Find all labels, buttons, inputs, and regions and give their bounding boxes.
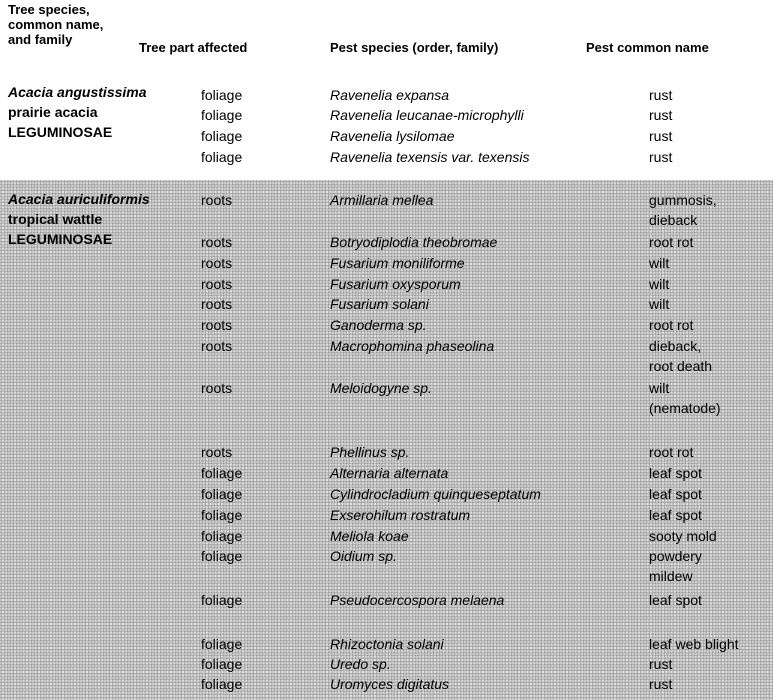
pest-common-name: rust xyxy=(649,656,673,672)
pest-species: Meloidogyne sp. xyxy=(330,380,432,396)
pest-species: Uromyces digitatus xyxy=(330,676,450,692)
pest-common-name: leaf spot xyxy=(649,486,702,502)
tree-name-block xyxy=(8,189,150,249)
pest-common-name: wilt xyxy=(649,296,670,312)
pest-species: Armillaria mellea xyxy=(330,192,434,208)
pest-species: Phellinus sp. xyxy=(330,444,410,460)
pest-common-name: rust xyxy=(649,128,673,144)
pest-species: Meliola koae xyxy=(330,528,409,544)
pest-species: Botryodiplodia theobromae xyxy=(330,234,498,250)
pest-common-name: rust xyxy=(649,107,673,123)
tree-part: roots xyxy=(201,380,233,396)
header-pest-common-name: Pest common name xyxy=(586,40,709,55)
pest-common-name: gummosis, dieback xyxy=(649,192,717,228)
header-tree-species: Tree species, common name, and family xyxy=(8,2,104,47)
pest-common-name: wilt (nematode) xyxy=(649,380,721,416)
tree-group-acacia-auriculiformis xyxy=(0,180,773,700)
pest-common-name: wilt xyxy=(649,255,670,271)
pest-species: Pseudocercospora melaena xyxy=(330,592,505,608)
pest-species: Ravenelia lysilomae xyxy=(330,128,455,144)
header-tree-part: Tree part affected xyxy=(139,40,248,55)
tree-common-name: tropical wattle xyxy=(8,211,103,227)
tree-part: foliage xyxy=(201,107,243,123)
pest-species: Oidium sp. xyxy=(330,548,397,564)
pest-common-name: leaf spot xyxy=(649,465,702,481)
tree-family: LEGUMINOSAE xyxy=(8,124,113,140)
tree-part: roots xyxy=(201,444,233,460)
tree-part: foliage xyxy=(201,528,243,544)
header-pest-species: Pest species (order, family) xyxy=(330,40,499,55)
tree-part: roots xyxy=(201,234,233,250)
tree-part: roots xyxy=(201,192,233,208)
pest-species: Fusarium solani xyxy=(330,296,429,312)
tree-part: foliage xyxy=(201,676,243,692)
pest-common-name: leaf spot xyxy=(649,592,702,608)
pest-common-name: root rot xyxy=(649,444,694,460)
tree-part: foliage xyxy=(201,507,243,523)
pest-common-name: powdery mildew xyxy=(649,548,702,584)
pest-species: Uredo sp. xyxy=(330,656,391,672)
pest-species: Macrophomina phaseolina xyxy=(330,338,495,354)
pest-species: Ravenelia expansa xyxy=(330,87,450,103)
tree-part: foliage xyxy=(201,656,243,672)
pest-species: Ganoderma sp. xyxy=(330,317,427,333)
pest-common-name: root rot xyxy=(649,317,694,333)
pest-common-name: leaf web blight xyxy=(649,636,739,652)
pest-common-name: dieback, root death xyxy=(649,338,713,374)
table-header xyxy=(8,0,773,70)
pest-species: Cylindrocladium quinqueseptatum xyxy=(330,486,541,502)
pest-species: Exserohilum rostratum xyxy=(330,507,471,523)
pest-species: Alternaria alternata xyxy=(330,465,449,481)
tree-part: roots xyxy=(201,296,233,312)
tree-part: foliage xyxy=(201,592,243,608)
pest-common-name: rust xyxy=(649,676,673,692)
tree-part: foliage xyxy=(201,87,243,103)
tree-part: foliage xyxy=(201,149,243,165)
pest-common-name: rust xyxy=(649,87,673,103)
pest-common-name: root rot xyxy=(649,234,694,250)
pest-species: Fusarium moniliforme xyxy=(330,255,465,271)
tree-family: LEGUMINOSAE xyxy=(8,231,113,247)
pest-species: Rhizoctonia solani xyxy=(330,636,444,652)
pest-common-name: leaf spot xyxy=(649,507,702,523)
tree-part: roots xyxy=(201,276,233,292)
pest-common-name: rust xyxy=(649,149,673,165)
pest-species: Ravenelia leucanae-microphylli xyxy=(330,107,524,123)
pest-common-name: wilt xyxy=(649,276,670,292)
tree-part: foliage xyxy=(201,548,243,564)
tree-part: foliage xyxy=(201,128,243,144)
pest-species: Ravenelia texensis var. texensis xyxy=(330,149,530,165)
tree-part: foliage xyxy=(201,486,243,502)
pest-common-name: sooty mold xyxy=(649,528,717,544)
tree-part: roots xyxy=(201,338,233,354)
tree-scientific-name: Acacia auriculiformis xyxy=(8,191,150,207)
tree-group-acacia-angustissima xyxy=(0,80,773,175)
tree-name-block xyxy=(8,82,147,142)
tree-part: foliage xyxy=(201,636,243,652)
pest-species: Fusarium oxysporum xyxy=(330,276,461,292)
tree-scientific-name: Acacia angustissima xyxy=(8,84,147,100)
tree-common-name: prairie acacia xyxy=(8,104,98,120)
tree-part: roots xyxy=(201,317,233,333)
tree-part: foliage xyxy=(201,465,243,481)
tree-part: roots xyxy=(201,255,233,271)
